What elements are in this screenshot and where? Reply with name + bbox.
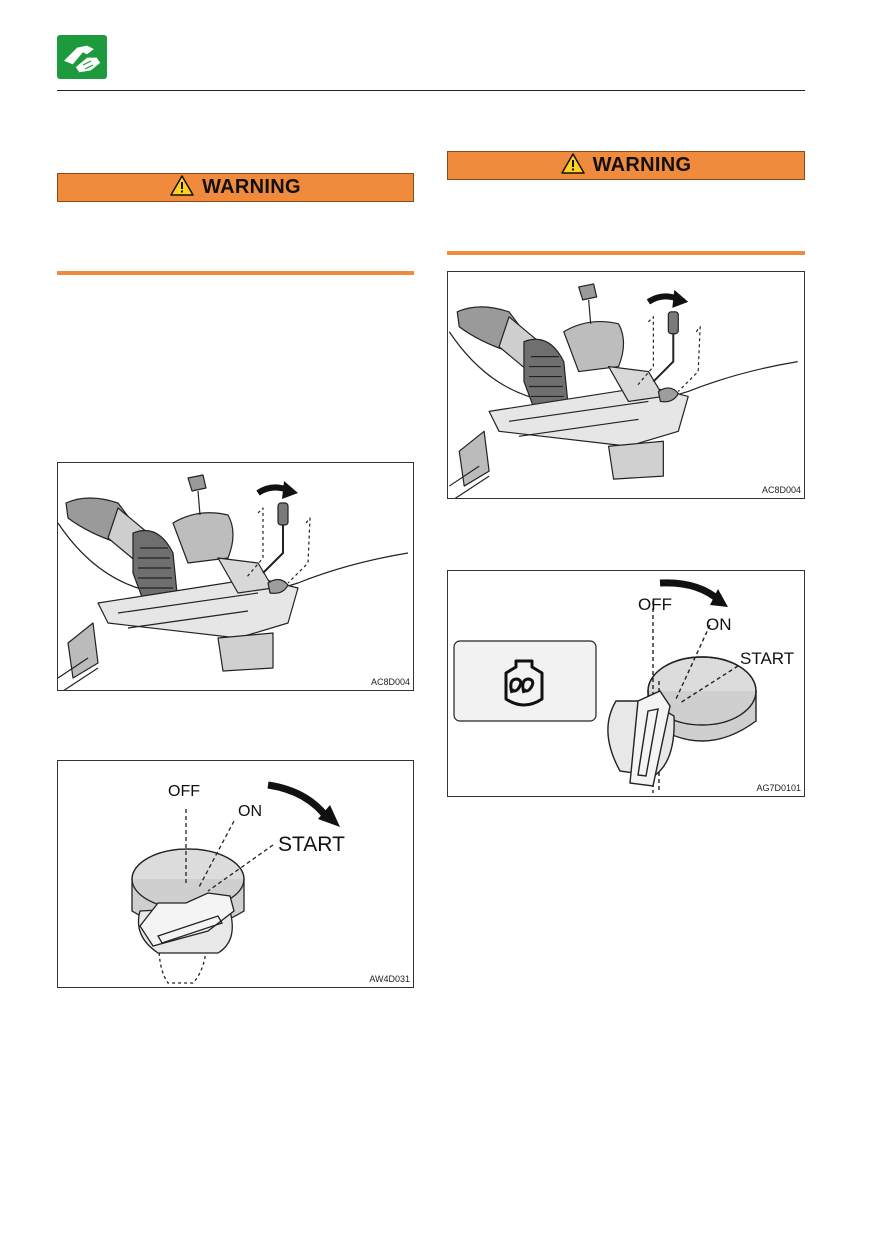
warning-banner-right	[447, 151, 805, 180]
warning-triangle-icon	[170, 175, 194, 201]
key-start-label: START	[278, 833, 345, 856]
key-start-label: START	[740, 649, 795, 668]
hand-operation-icon	[57, 35, 107, 79]
key-on-label: ON	[706, 615, 732, 634]
key-switch-figure-right	[447, 570, 805, 797]
warning-triangle-icon	[561, 153, 585, 179]
header-divider	[57, 90, 805, 91]
figure-code: AW4D031	[369, 974, 410, 984]
lever-figure-left	[57, 462, 414, 691]
figure-code: AC8D004	[761, 485, 801, 495]
warning-label: WARNING	[592, 154, 692, 176]
lever-figure-right	[447, 271, 805, 499]
section-rule-left	[57, 271, 414, 275]
control-lever-icon	[58, 463, 414, 691]
key-off-label: OFF	[638, 595, 672, 614]
warning-label: WARNING	[202, 176, 301, 198]
warning-banner-left	[57, 173, 414, 202]
key-switch-icon	[58, 761, 414, 988]
glow-plug-icon	[498, 659, 550, 711]
figure-code: AC8D004	[370, 677, 410, 687]
control-lever-icon	[448, 272, 805, 499]
figure-code: AG7D0101	[756, 783, 801, 793]
key-off-label: OFF	[168, 783, 200, 800]
key-switch-figure-left	[57, 760, 414, 988]
section-rule-right	[447, 251, 805, 255]
key-on-label: ON	[238, 803, 262, 820]
